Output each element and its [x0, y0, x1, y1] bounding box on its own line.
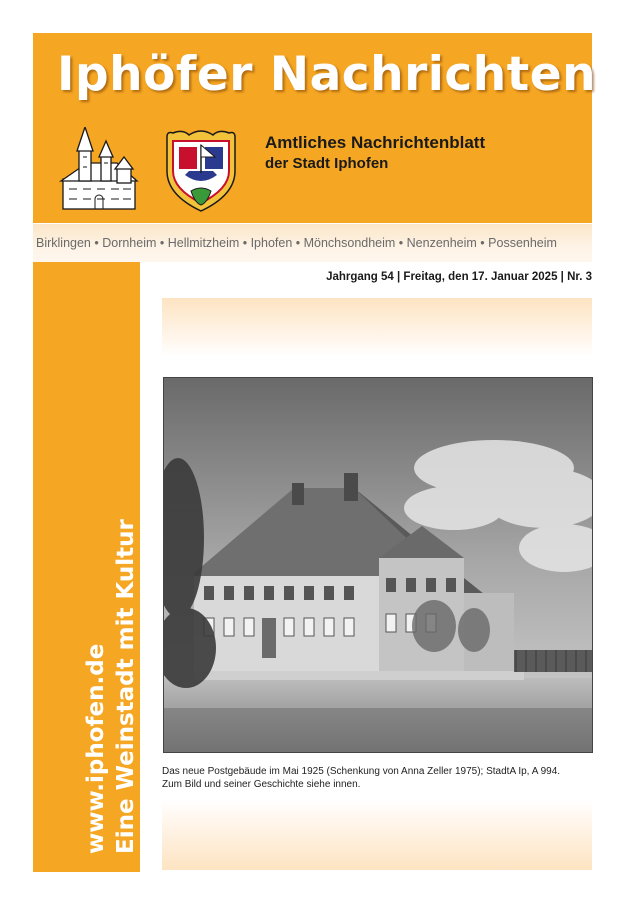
caption-line-1: Das neue Postgebäude im Mai 1925 (Schenkung von Anna Zeller 1975); StadtA Ip, A 994. — [162, 766, 561, 777]
subtitle: Amtliches Nachrichtenblatt — [265, 133, 486, 152]
caption-line-2: Zum Bild und seiner Geschichte siehe innen. — [162, 779, 361, 790]
sidebar-band — [33, 262, 140, 872]
sidebar-text — [81, 519, 141, 854]
city-coat-of-arms-icon — [161, 127, 241, 213]
photo-caption — [162, 765, 592, 791]
gradient-band-bottom — [162, 800, 592, 870]
sidebar-slogan: Eine Weinstadt mit Kultur — [113, 519, 139, 854]
sidebar-text-wrap — [81, 519, 141, 854]
subtitle-city: der Stadt Iphofen — [265, 155, 389, 172]
gradient-band-top — [162, 298, 592, 356]
districts-bar: Birklingen • Dornheim • Hellmitzheim • Iphofen • Mönchsondheim • Nenzenheim • Possenheim — [33, 224, 592, 262]
issue-line: Jahrgang 54 | Freitag, den 17. Januar 2025 | Nr. 3 — [326, 271, 592, 283]
masthead-header — [33, 33, 597, 223]
church-line-drawing-icon — [57, 127, 141, 213]
sidebar-website: www.iphofen.de — [83, 643, 109, 854]
masthead-title: Iphöfer Nachrichten — [57, 47, 597, 102]
post-office-photo — [163, 377, 593, 753]
